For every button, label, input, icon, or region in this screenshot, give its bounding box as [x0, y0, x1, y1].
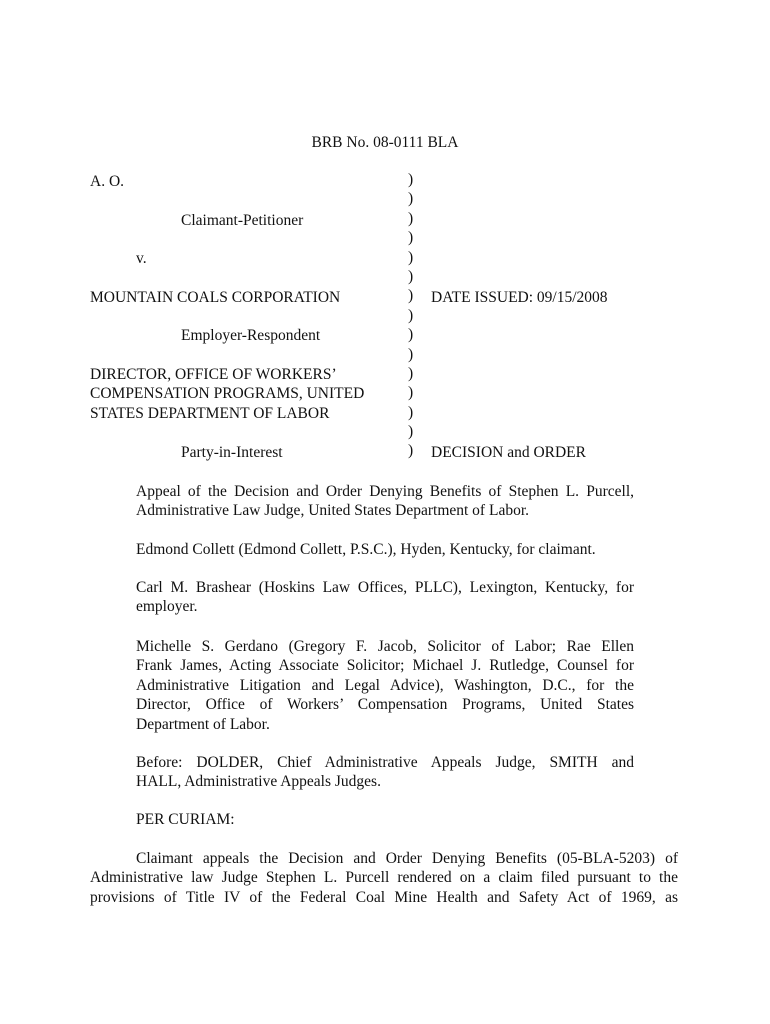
caption-paren-column — [408, 170, 420, 461]
appeal-line-2: Administrative Law Judge, United States Department of Labor. — [136, 502, 530, 520]
director-line-3: STATES DEPARTMENT OF LABOR — [90, 405, 330, 422]
paren: ) — [408, 364, 414, 382]
employer-role: Employer-Respondent — [181, 327, 321, 344]
claimant-name: A. O. — [90, 173, 125, 190]
paren: ) — [408, 267, 414, 285]
paren: ) — [408, 384, 414, 402]
paren: ) — [408, 423, 414, 441]
director-role: Party-in-Interest — [181, 444, 283, 461]
body-line-1: Claimant appeals the Decision and Order Denying Benefits (05-BLA-5203) of — [136, 850, 678, 867]
body-paragraph — [90, 849, 678, 907]
paren: ) — [408, 171, 414, 188]
paren: ) — [408, 345, 414, 363]
counsel-claimant-paragraph — [136, 540, 634, 559]
paren: ) — [408, 442, 414, 460]
body-line-2: Administrative law Judge Stephen L. Purcell rendered on a claim filed pursuant to the — [90, 869, 678, 887]
paren: ) — [408, 403, 414, 421]
counsel-director-line-2: Frank James, Acting Associate Solicitor; Michael J. Rutledge, Counsel for — [136, 657, 634, 675]
appeal-paragraph — [136, 482, 634, 521]
employer-name: MOUNTAIN COALS CORPORATION — [90, 289, 341, 306]
docket-number: BRB No. 08-0111 BLA — [311, 134, 459, 151]
paren: ) — [408, 287, 414, 305]
counsel-director-line-3: Administrative Litigation and Legal Advice), Washington, D.C., for the — [136, 676, 634, 694]
director-line-1: DIRECTOR, OFFICE OF WORKERS’ — [90, 366, 337, 383]
per-curiam-heading: PER CURIAM: — [136, 811, 235, 828]
paren: ) — [408, 229, 414, 247]
appeal-line-1: Appeal of the Decision and Order Denying Benefits of Stephen L. Purcell, — [136, 483, 634, 500]
counsel-director-line-5: Department of Labor. — [136, 715, 270, 733]
counsel-employer-line-2: employer. — [136, 598, 198, 616]
decision-title: DECISION and ORDER — [431, 444, 586, 461]
paren: ) — [408, 248, 414, 266]
versus-label: v. — [136, 250, 147, 267]
counsel-director-paragraph — [136, 637, 634, 734]
paren: ) — [408, 209, 414, 227]
paren: ) — [408, 326, 414, 344]
counsel-employer-line-1: Carl M. Brashear (Hoskins Law Offices, PLLC), Lexington, Kentucky, for — [136, 579, 634, 596]
panel-line-2: HALL, Administrative Appeals Judges. — [136, 773, 381, 791]
counsel-director-line-4: Director, Office of Workers’ Compensation Programs, United States — [136, 696, 634, 714]
claimant-role: Claimant-Petitioner — [181, 212, 304, 229]
date-issued: DATE ISSUED: 09/15/2008 — [431, 289, 608, 306]
counsel-director-line-1: Michelle S. Gerdano (Gregory F. Jacob, Solicitor of Labor; Rae Ellen — [136, 638, 634, 655]
director-line-2: COMPENSATION PROGRAMS, UNITED — [90, 385, 365, 402]
counsel-claimant-line-1: Edmond Collett (Edmond Collett, P.S.C.), Hyden, Kentucky, for claimant. — [136, 541, 596, 558]
body-line-3: provisions of Title IV of the Federal Coal Mine Health and Safety Act of 1969, as — [90, 888, 678, 906]
paren: ) — [408, 306, 414, 324]
panel-line-1: Before: DOLDER, Chief Administrative Appeals Judge, SMITH and — [136, 754, 634, 771]
panel-paragraph — [136, 753, 634, 792]
paren: ) — [408, 190, 414, 208]
counsel-employer-paragraph — [136, 578, 634, 617]
